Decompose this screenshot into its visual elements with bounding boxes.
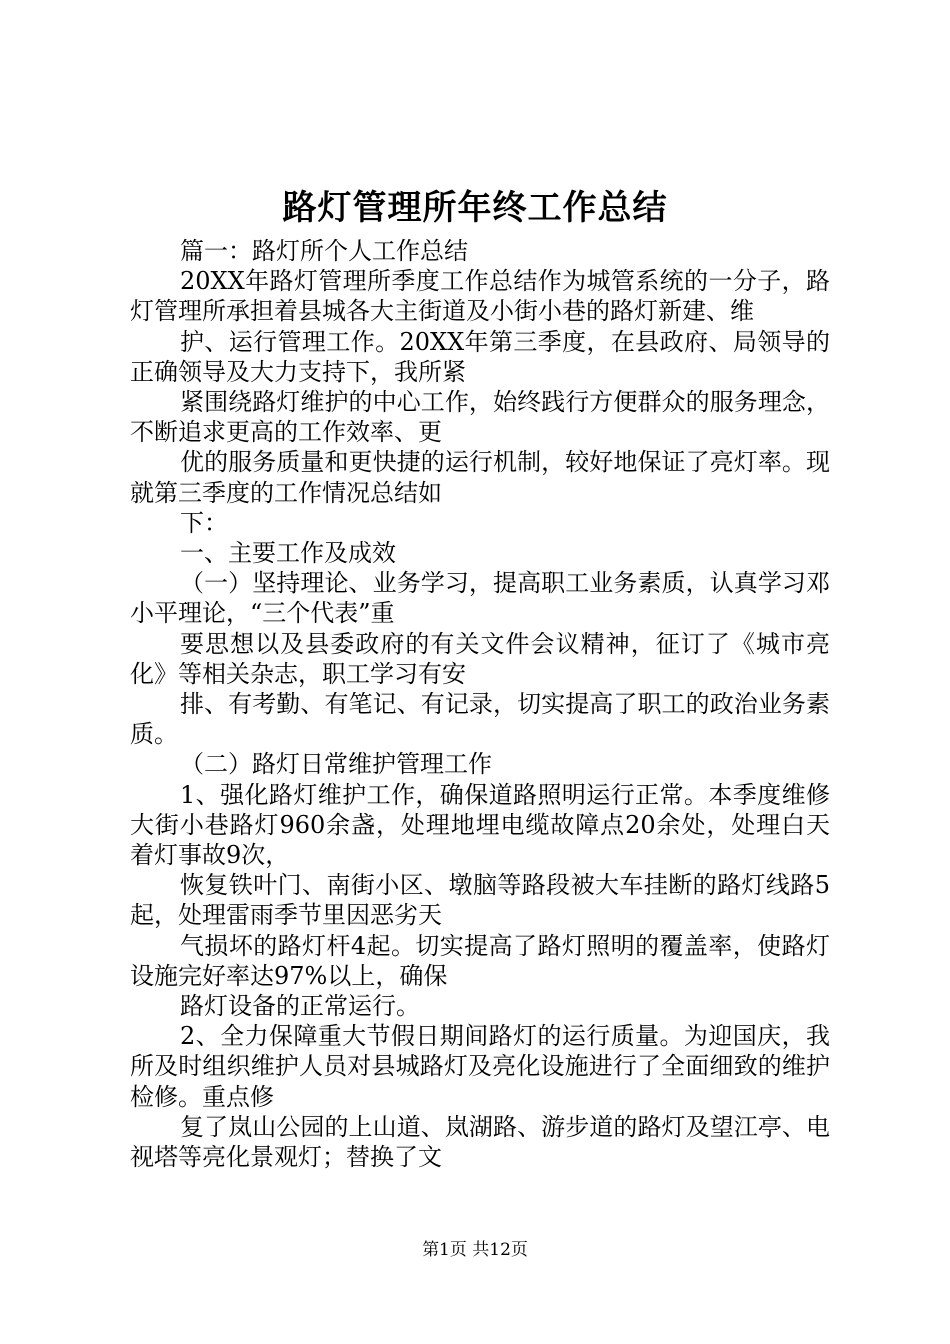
paragraph: 路灯设备的正常运行。 — [180, 992, 420, 1021]
paragraph: 2、全力保障重大节假日期间路灯的运行质量。为迎国庆，我所及时组织维护人员对县城路灯及亮化设施进行了全面细致的维护检修。重点修 — [130, 1022, 830, 1111]
paragraph: 气损坏的路灯杆4起。切实提高了路灯照明的覆盖率，使路灯设施完好率达97%以上，确保 — [130, 931, 830, 990]
section-heading: 一、主要工作及成效 — [180, 539, 396, 568]
paragraph: （一）坚持理论、业务学习，提高职工业务素质，认真学习邓小平理论，“三个代表”重 — [130, 569, 830, 628]
paragraph: 要思想以及县委政府的有关文件会议精神，征订了《城市亮化》等相关杂志，职工学习有安 — [130, 629, 830, 688]
paragraph: 紧围绕路灯维护的中心工作，始终践行方便群众的服务理念，不断追求更高的工作效率、更 — [130, 388, 830, 447]
paragraph: 1、强化路灯维护工作，确保道路照明运行正常。本季度维修大街小巷路灯960余盏，处理地埋电缆故障点20余处，处理白天着灯事故9次， — [130, 780, 830, 870]
paragraph: 排、有考勤、有笔记、有记录，切实提高了职工的政治业务素质。 — [130, 690, 830, 749]
paragraph: 优的服务质量和更快捷的运行机制，较好地保证了亮灯率。现就第三季度的工作情况总结如 — [130, 448, 830, 507]
paragraph: 20XX年路灯管理所季度工作总结作为城管系统的一分子，路灯管理所承担着县城各大主街道及小街小巷的路灯新建、维 — [130, 267, 830, 326]
paragraph: 篇一：路灯所个人工作总结 — [180, 237, 468, 265]
document-title: 路灯管理所年终工作总结 — [282, 188, 668, 228]
paragraph: 护、运行管理工作。20XX年第三季度，在县政府、局领导的正确领导及大力支持下，我所紧 — [130, 327, 830, 386]
paragraph: 恢复铁叶门、南街小区、墩脑等路段被大车挂断的路灯线路5起，处理雷雨季节里因恶劣天 — [130, 871, 830, 930]
paragraph: 下： — [180, 508, 228, 537]
subsection-heading: （二）路灯日常维护管理工作 — [180, 750, 492, 779]
page-number-footer: 第1页 共12页 — [422, 1240, 528, 1260]
paragraph: 复了岚山公园的上山道、岚湖路、游步道的路灯及望江亭、电视塔等亮化景观灯；替换了文 — [130, 1112, 830, 1172]
document-body — [130, 236, 830, 1172]
